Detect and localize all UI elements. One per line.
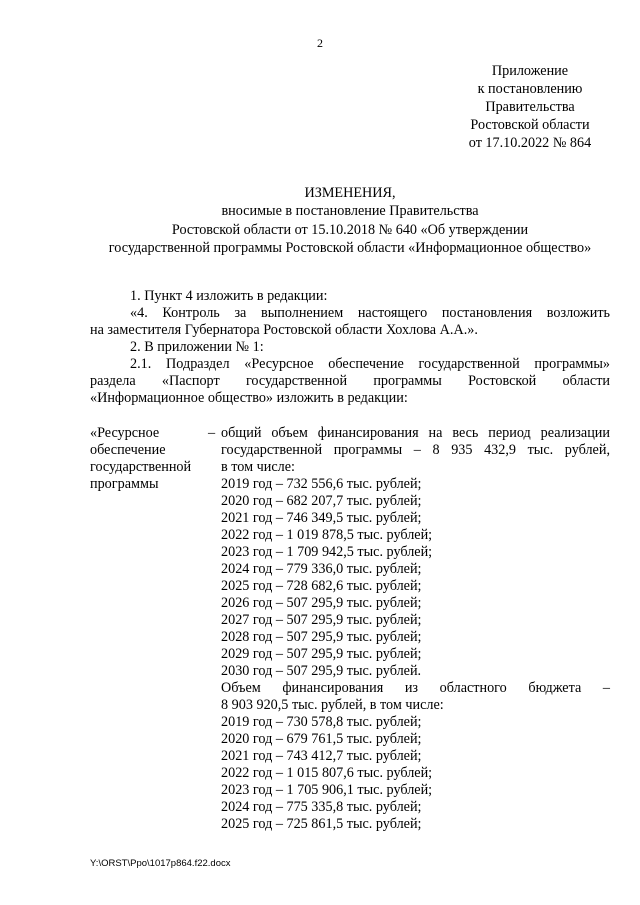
- paragraph-2-line-2: на заместителя Губернатора Ростовской области Хохлова А.А.».: [90, 322, 478, 338]
- title-line: Ростовской области от 15.10.2018 № 640 «Об утверждении: [171, 221, 529, 238]
- page-number: 2: [317, 36, 323, 50]
- paragraph-4-line-2: раздела «Паспорт государственной программы Ростовской области: [90, 373, 610, 389]
- title-line: государственной программы Ростовской области «Информационное общество»: [108, 239, 592, 256]
- appendix-line: к постановлению: [477, 81, 583, 97]
- title-heading: ИЗМЕНЕНИЯ,: [304, 185, 396, 201]
- paragraph-4-line-3: «Информационное общество» изложить в редакции:: [90, 390, 408, 406]
- regional-year-line: 2023 год – 1 705 906,1 тыс. рублей;: [221, 782, 433, 798]
- file-path-footer: Y:\ORST\Ppo\1017p864.f22.docx: [90, 858, 231, 869]
- regional-year-line: 2025 год – 725 861,5 тыс. рублей;: [221, 816, 422, 832]
- paragraph-3: 2. В приложении № 1:: [130, 339, 264, 355]
- paragraph-1: 1. Пункт 4 изложить в редакции:: [130, 288, 328, 304]
- resource-table-content: [221, 425, 610, 833]
- total-year-line: 2027 год – 507 295,9 тыс. рублей;: [221, 612, 422, 628]
- total-year-line: 2026 год – 507 295,9 тыс. рублей;: [221, 595, 422, 611]
- total-year-line: 2029 год – 507 295,9 тыс. рублей;: [221, 646, 422, 662]
- appendix-line: Приложение: [491, 63, 569, 79]
- total-year-line: 2021 год – 746 349,5 тыс. рублей;: [221, 510, 422, 526]
- total-intro-line: государственной программы – 8 935 432,9 тыс. рублей,: [221, 442, 610, 458]
- total-year-line: 2024 год – 779 336,0 тыс. рублей;: [221, 561, 422, 577]
- appendix-line: от 17.10.2022 № 864: [468, 135, 592, 151]
- total-year-line: 2030 год – 507 295,9 тыс. рублей.: [221, 663, 422, 679]
- appendix-header: [440, 62, 620, 152]
- label-line: государственной: [90, 459, 192, 475]
- total-year-line: 2023 год – 1 709 942,5 тыс. рублей;: [221, 544, 433, 560]
- regional-year-line: 2022 год – 1 015 807,6 тыс. рублей;: [221, 765, 433, 781]
- regional-year-line: 2021 год – 743 412,7 тыс. рублей;: [221, 748, 422, 764]
- label-line: «Ресурсное: [90, 425, 160, 441]
- document-title: [60, 184, 640, 257]
- regional-intro-line: Объем финансирования из областного бюджета –: [221, 680, 610, 696]
- total-intro-line: в том числе:: [221, 459, 295, 475]
- regional-year-line: 2019 год – 730 578,8 тыс. рублей;: [221, 714, 422, 730]
- regional-intro-line: 8 903 920,5 тыс. рублей, в том числе:: [221, 697, 444, 713]
- total-year-line: 2025 год – 728 682,6 тыс. рублей;: [221, 578, 422, 594]
- paragraph-4-line-1: 2.1. Подраздел «Ресурсное обеспечение государственной программы»: [130, 356, 610, 372]
- regional-year-line: 2024 год – 775 335,8 тыс. рублей;: [221, 799, 422, 815]
- resource-table-label: [90, 425, 205, 493]
- total-year-line: 2019 год – 732 556,6 тыс. рублей;: [221, 476, 422, 492]
- appendix-line: Правительства: [485, 99, 575, 115]
- total-year-line: 2028 год – 507 295,9 тыс. рублей;: [221, 629, 422, 645]
- paragraph-2-line-1: «4. Контроль за выполнением настоящего постановления возложить: [130, 305, 610, 321]
- total-intro-line: общий объем финансирования на весь период реализации: [221, 425, 610, 441]
- label-line: обеспечение: [90, 442, 166, 458]
- total-year-line: 2022 год – 1 019 878,5 тыс. рублей;: [221, 527, 433, 543]
- document-body: [90, 288, 610, 407]
- title-line: вносимые в постановление Правительства: [221, 203, 479, 220]
- total-year-line: 2020 год – 682 207,7 тыс. рублей;: [221, 493, 422, 509]
- label-line: программы: [90, 476, 159, 492]
- regional-year-line: 2020 год – 679 761,5 тыс. рублей;: [221, 731, 422, 747]
- appendix-line: Ростовской области: [470, 117, 590, 133]
- separator-dash: –: [208, 425, 216, 441]
